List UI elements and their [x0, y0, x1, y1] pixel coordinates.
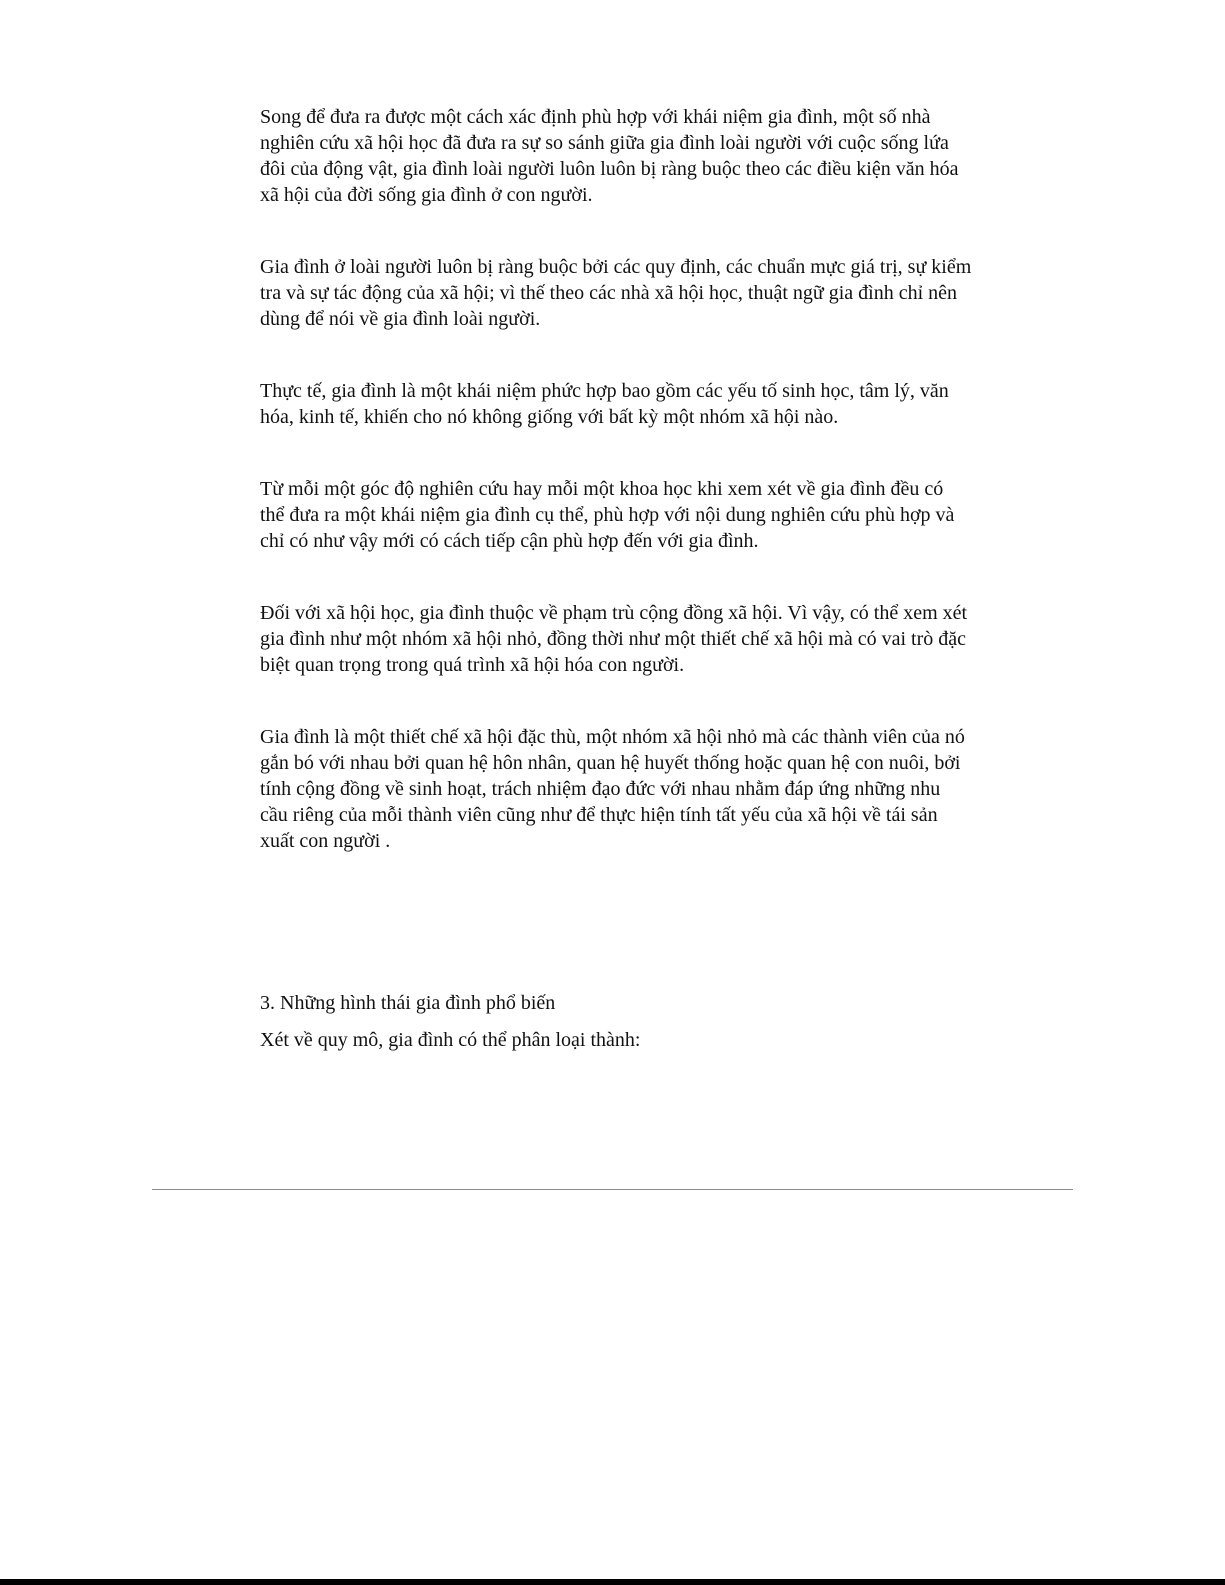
document-body: [260, 104, 972, 854]
section-heading: 3. Những hình thái gia đình phổ biến: [260, 992, 556, 1014]
paragraph-6: Gia đình là một thiết chế xã hội đặc thù, một nhóm xã hội nhỏ mà các thành viên của nó gắn bó với nhau bởi quan hệ hôn nhân, quan hệ huyết thống hoặc quan hệ con nuôi, bởi tính cộng đồng về sinh hoạt, trách nhiệm đạo đức với nhau nhằm đáp ứng những nhu cầu riêng của mỗi thành viên cũng như để thực hiện tính tất yếu của xã hội về tái sản xuất con người .: [260, 726, 965, 852]
paragraph-4: Từ mỗi một góc độ nghiên cứu hay mỗi một khoa học khi xem xét về gia đình đều có thể đưa ra một khái niệm gia đình cụ thể, phù hợp với nội dung nghiên cứu phù hợp và chỉ có như vậy mới có cách tiếp cận phù hợp đến với gia đình.: [260, 478, 955, 552]
section-intro: Xét về quy mô, gia đình có thể phân loại thành:: [260, 1029, 641, 1051]
paragraph-5: Đối với xã hội học, gia đình thuộc về phạm trù cộng đồng xã hội. Vì vậy, có thể xem xét gia đình như một nhóm xã hội nhỏ, đồng thời như một thiết chế xã hội mà có vai trò đặc biệt quan trọng trong quá trình xã hội hóa con người.: [260, 602, 968, 676]
paragraph-3: Thực tế, gia đình là một khái niệm phức hợp bao gồm các yếu tố sinh học, tâm lý, văn hóa, kinh tế, khiến cho nó không giống với bất kỳ một nhóm xã hội nào.: [260, 380, 949, 428]
page-break-divider: [152, 1189, 1073, 1190]
paragraph-2: Gia đình ở loài người luôn bị ràng buộc bởi các quy định, các chuẩn mực giá trị, sự kiểm tra và sự tác động của xã hội; vì thế theo các nhà xã hội học, thuật ngữ gia đình chỉ nên dùng để nói về gia đình loài người.: [260, 256, 972, 330]
paragraph-1: Song để đưa ra được một cách xác định phù hợp với khái niệm gia đình, một số nhà nghiên cứu xã hội học đã đưa ra sự so sánh giữa gia đình loài người với cuộc sống lứa đôi của động vật, gia đình loài người luôn luôn bị ràng buộc theo các điều kiện văn hóa xã hội của đời sống gia đình ở con người.: [260, 106, 959, 206]
section-forms-of-family: [260, 990, 972, 1053]
bottom-edge-bar: [0, 1579, 1225, 1585]
